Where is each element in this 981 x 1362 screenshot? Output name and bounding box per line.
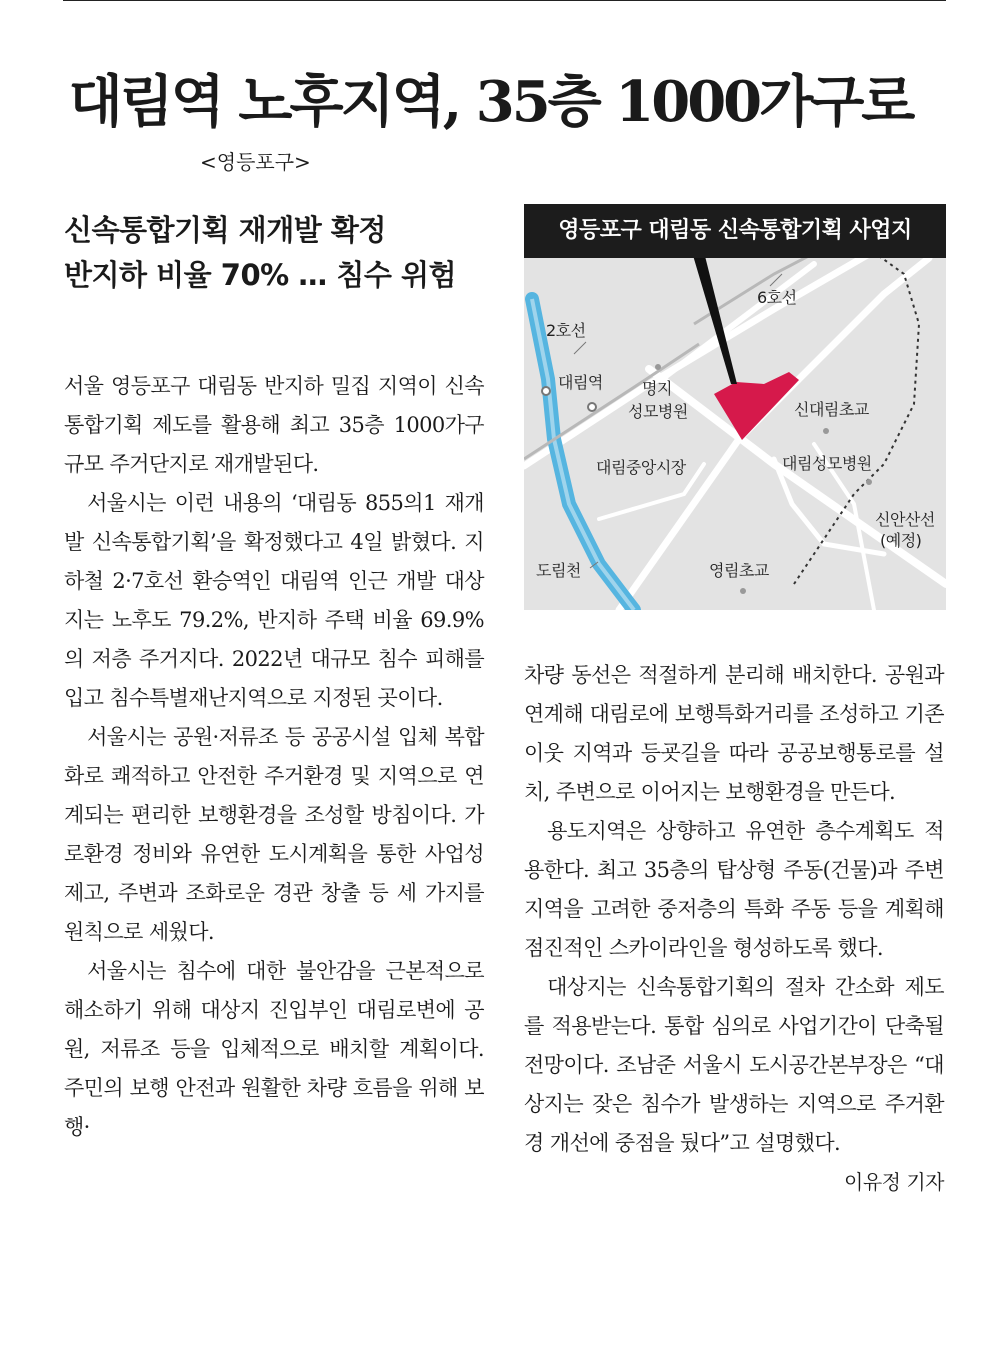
poi-yeongnim-marker bbox=[740, 588, 746, 594]
paragraph: 차량 동선은 적절하게 분리해 배치한다. 공원과 연계해 대림로에 보행특화거리를 조성하고 기존 이웃 지역과 등굣길을 따라 공공보행통로를 설치, 주변으로 이어지는 보행환경을 만든다. bbox=[524, 663, 944, 804]
paragraph: 서울시는 침수에 대한 불안감을 근본적으로 해소하기 위해 대상지 진입부인 대림로변에 공원, 저류조 등을 입체적으로 배치할 계획이다. 주민의 보행 안전과 원활한 차량 흐름을 위해 보행· bbox=[64, 959, 484, 1139]
station-daerim-marker-2 bbox=[588, 403, 596, 411]
label-line2: 2호선 bbox=[546, 321, 586, 340]
paragraph: 서울시는 이런 내용의 ‘대림동 855의1 재개발 신속통합기획’을 확정했다고 4일 밝혔다. 지하철 2·7호선 환승역인 대림역 인근 개발 대상지는 노후도 79.2%, 반지하 주택 비율 69.9%의 저층 주거지다. 2022년 대규모 침수 피해를 입고 침수특별재난지역으로 지정된 곳이다. bbox=[64, 491, 484, 710]
label-daerim-seongmo-hospital: 대림성모병원 bbox=[782, 454, 872, 473]
label-seongmo: 성모병원 bbox=[628, 402, 688, 421]
label-myongji: 명지 bbox=[642, 379, 672, 398]
poi-hospital-marker bbox=[866, 479, 872, 485]
location-map bbox=[524, 204, 946, 610]
headline: 대림역 노후지역, 35층 1000가구로 bbox=[68, 69, 913, 135]
label-yeongnim-school: 영림초교 bbox=[709, 561, 769, 580]
map-title: 영등포구 대림동 신속통합기획 사업지 bbox=[524, 204, 946, 258]
label-daerim-market: 대림중앙시장 bbox=[596, 458, 686, 477]
label-line6: 6호선 bbox=[757, 288, 797, 307]
byline: 이유정 기자 bbox=[844, 1170, 944, 1194]
label-dorimcheon: 도림천 bbox=[536, 561, 581, 580]
poi-myongji-marker bbox=[655, 364, 661, 370]
subheadline bbox=[64, 208, 456, 298]
paragraph: 서울시는 공원·저류조 등 공공시설 입체 복합화로 쾌적하고 안전한 주거환경 및 지역으로 연계되는 편리한 보행환경을 조성할 방침이다. 가로환경 정비와 유연한 도시계획을 통한 사업성 제고, 주변과 조화로운 경관 창출 등 세 가지를 원칙으로 세웠다. bbox=[64, 725, 484, 944]
body-column-right bbox=[524, 656, 944, 1202]
label-planned: (예정) bbox=[880, 531, 922, 550]
region-label: <영등포구> bbox=[200, 150, 311, 174]
station-daerim-marker bbox=[542, 387, 550, 395]
paragraph bbox=[524, 968, 944, 1194]
poi-sindaerim-marker bbox=[823, 428, 829, 434]
label-sinansan-line: 신안산선 bbox=[875, 510, 935, 529]
label-sindaerim-school: 신대림초교 bbox=[794, 400, 869, 419]
paragraph: 용도지역은 상향하고 유연한 층수계획도 적용한다. 최고 35층의 탑상형 주동(건물)과 주변 지역을 고려한 중저층의 특화 주동 등을 계획해 점진적인 스카이라인을 형성하도록 했다. bbox=[524, 819, 944, 960]
subhead-line-2: 반지하 비율 70% … 침수 위험 bbox=[64, 258, 457, 292]
top-rule bbox=[63, 0, 946, 1]
subhead-line-1: 신속통합기획 재개발 확정 bbox=[64, 213, 386, 247]
body-column-left bbox=[64, 367, 484, 1147]
label-daerim-station: 대림역 bbox=[558, 373, 603, 392]
paragraph: 서울 영등포구 대림동 반지하 밀집 지역이 신속통합기획 제도를 활용해 최고 35층 1000가구 규모 주거단지로 재개발된다. bbox=[64, 374, 484, 476]
paragraph-text: 대상지는 신속통합기획의 절차 간소화 제도를 적용받는다. 통합 심의로 사업기간이 단축될 전망이다. 조남준 서울시 도시공간본부장은 “대상지는 잦은 침수가 발생하는 지역으로 주거환경 개선에 중점을 뒀다”고 설명했다. bbox=[524, 975, 944, 1155]
